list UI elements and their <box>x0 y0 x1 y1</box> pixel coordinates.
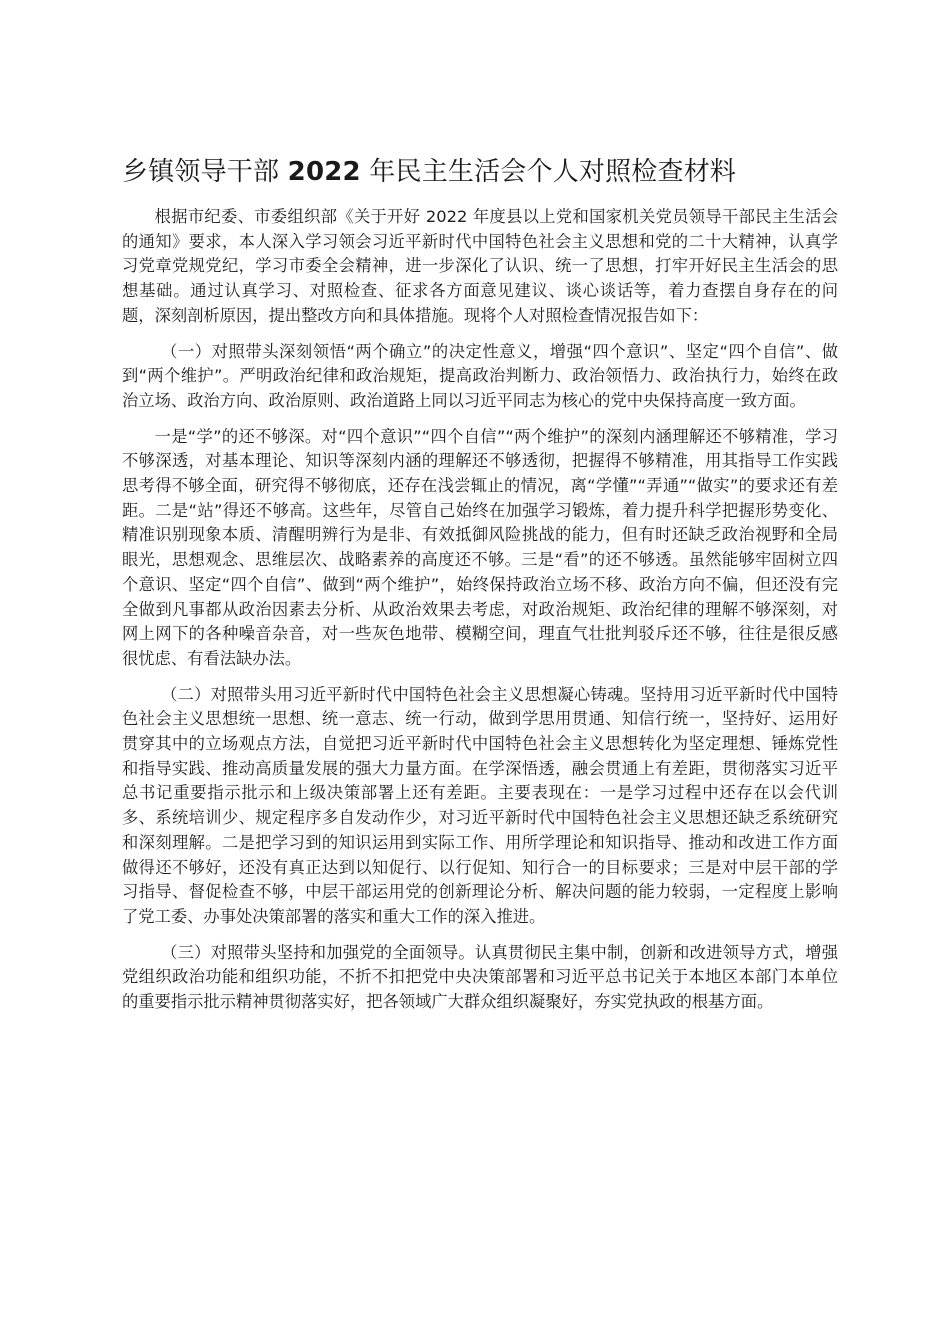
document-body <box>122 205 838 1026</box>
title-suffix: 年民主生活会个人对照检查材料 <box>360 157 737 187</box>
intro-paragraph: 根据市纪委、市委组织部《关于开好 2022 年度县以上党和国家机关党员领导干部民主生活会的通知》要求，本人深入学习领会习近平新时代中国特色社会主义思想和党的二十大精神，认真学习党章党规党纪，学习市委全会精神，进一步深化了认识、统一了思想，打牢开好民主生活会的思想基础。通过认真学习、对照检查、征求各方面意见建议、谈心谈话等，着力查摆自身存在的问题，深刻剖析原因，提出整改方向和具体措施。现将个人对照检查情况报告如下： <box>122 207 838 325</box>
title-prefix: 乡镇领导干部 <box>122 157 288 187</box>
document-title <box>122 152 842 192</box>
section-one-issues-paragraph: 一是“学”的还不够深。对“四个意识”“四个自信”“两个维护”的深刻内涵理解还不够精准，学习不够深透，对基本理论、知识等深刻内涵的理解还不够透彻，把握得不够精准，用其指导工作实践思考得不够全面，研究得不够彻底，还存在浅尝辄止的情况，离“学懂”“弄通”“做实”的要求还有差距。二是“站”得还不够高。这些年，尽管自己始终在加强学习锻炼，着力提升科学把握形势变化、精准识别现象本质、清醒明辨行为是非、有效抵御风险挑战的能力，但有时还缺乏政治视野和全局眼光，思想观念、思维层次、战略素养的高度还不够。三是“看”的还不够透。虽然能够牢固树立四个意识、坚定“四个自信”、做到“两个维护”，始终保持政治立场不移、政治方向不偏，但还没有完全做到凡事都从政治因素去分析、从政治效果去考虑，对政治规矩、政治纪律的理解不够深刻，对网上网下的各种噪音杂音，对一些灰色地带、模糊空间，理直气壮批判驳斥还不够，往往是很反感很忧虑、有看法缺办法。 <box>122 426 838 668</box>
section-two-paragraph: （二）对照带头用习近平新时代中国特色社会主义思想凝心铸魂。坚持用习近平新时代中国特色社会主义思想统一思想、统一意志、统一行动，做到学思用贯通、知信行统一，坚持好、运用好贯穿其中的立场观点方法，自觉把习近平新时代中国特色社会主义思想转化为坚定理想、锤炼党性和指导实践、推动高质量发展的强大力量方面。在学深悟透，融会贯通上有差距，贯彻落实习近平总书记重要指示批示和上级决策部署上还有差距。主要表现在：一是学习过程中还存在以会代训多、系统培训少、规定程序多自发动作少，对习近平新时代中国特色社会主义思想还缺乏系统研究和深刻理解。二是把学习到的知识运用到实际工作、用所学理论和知识指导、推动和改进工作方面做得还不够好，还没有真正达到以知促行、以行促知、知行合一的目标要求；三是对中层干部的学习指导、督促检查不够，中层干部运用党的创新理论分析、解决问题的能力较弱，一定程度上影响了党工委、办事处决策部署的落实和重大工作的深入推进。 <box>122 684 838 926</box>
section-one-heading-paragraph: （一）对照带头深刻领悟“两个确立”的决定性意义，增强“四个意识”、坚定“四个自信”、做到“两个维护”。严明政治纪律和政治规矩，提高政治判断力、政治领悟力、政治执行力，始终在政治立场、政治方向、政治原则、政治道路上同以习近平同志为核心的党中央保持高度一致方面。 <box>122 341 838 410</box>
title-year: 2022 <box>287 157 361 187</box>
section-three-paragraph: （三）对照带头坚持和加强党的全面领导。认真贯彻民主集中制，创新和改进领导方式，增强党组织政治功能和组织功能，不折不扣把党中央决策部署和习近平总书记关于本地区本部门本单位的重要指示批示精神贯彻落实好，把各领域广大群众组织凝聚好，夯实党执政的根基方面。 <box>122 942 838 1012</box>
